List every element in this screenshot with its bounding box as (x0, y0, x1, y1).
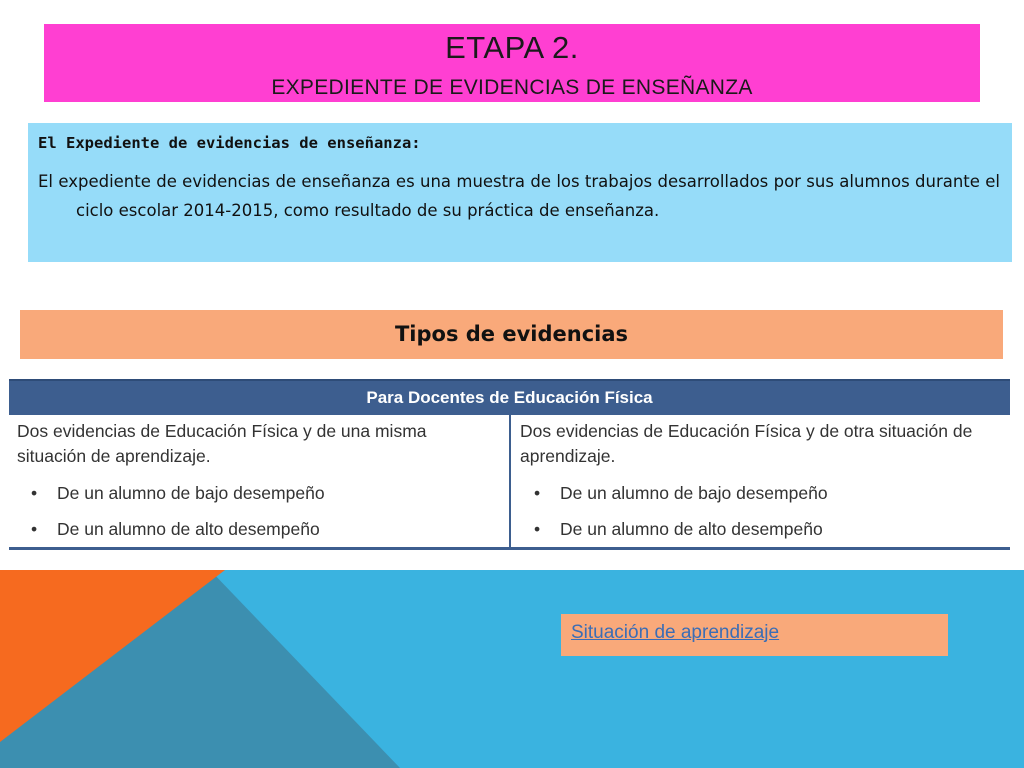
list-item-text: De un alumno de alto desempeño (57, 519, 320, 539)
bullet-icon: • (31, 483, 38, 503)
slide-subtitle: EXPEDIENTE DE EVIDENCIAS DE ENSEÑANZA (271, 76, 753, 99)
list-item-text: De un alumno de bajo desempeño (57, 483, 325, 503)
column-intro: Dos evidencias de Educación Física y de otra situación de aprendizaje. (520, 421, 973, 466)
title-banner (44, 24, 980, 102)
list-item (17, 517, 497, 541)
column-divider (509, 415, 511, 549)
situacion-link-box[interactable] (561, 614, 948, 656)
table-column-left (17, 415, 497, 541)
list-item-text: De un alumno de alto desempeño (560, 519, 823, 539)
bullet-icon: • (31, 519, 38, 539)
list-item (520, 517, 1000, 541)
list-item (17, 481, 497, 505)
table-column-right (520, 415, 1000, 541)
table-bottom-rule (9, 547, 1010, 550)
slide-title: ETAPA 2. (445, 30, 579, 65)
situacion-link[interactable]: Situación de aprendizaje (571, 622, 780, 643)
definition-box (28, 123, 1012, 262)
column-intro: Dos evidencias de Educación Física y de una misma situación de aprendizaje. (17, 421, 427, 466)
bullet-icon: • (534, 483, 541, 503)
definition-body: El expediente de evidencias de enseñanza es una muestra de los trabajos desarrollados por sus alumnos durante el ciclo escolar 2014-2015, como resultado de su práctica de enseñanza. (38, 172, 1000, 220)
decorative-background (0, 570, 1024, 768)
evidence-table (9, 379, 1010, 550)
tipos-heading: Tipos de evidencias (20, 310, 1003, 359)
definition-heading: El Expediente de evidencias de enseñanza: (38, 134, 421, 152)
bullet-icon: • (534, 519, 541, 539)
table-header: Para Docentes de Educación Física (9, 379, 1010, 415)
list-item (520, 481, 1000, 505)
list-item-text: De un alumno de bajo desempeño (560, 483, 828, 503)
